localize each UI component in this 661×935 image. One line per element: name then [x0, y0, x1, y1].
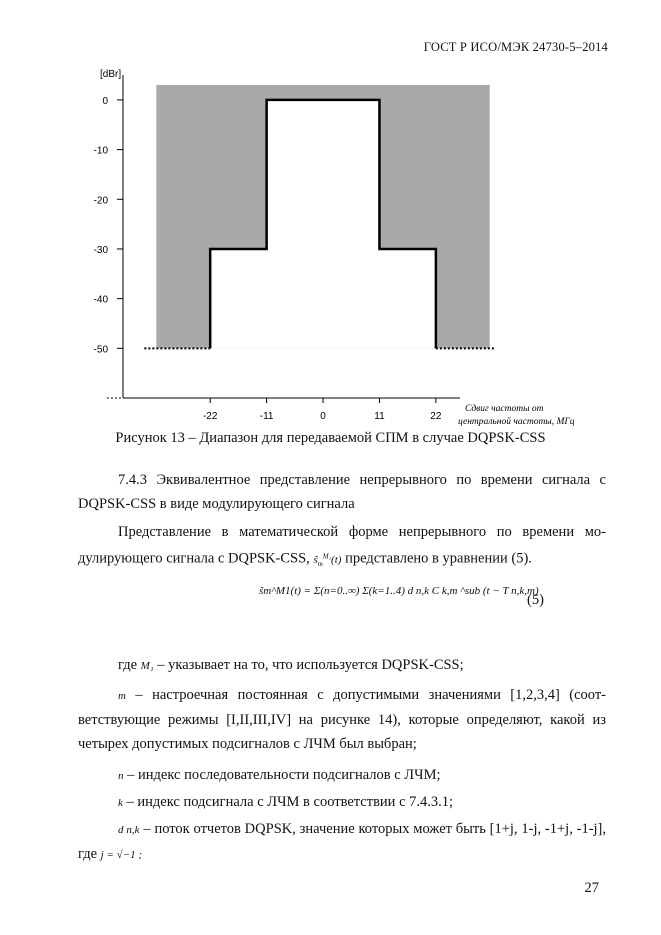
symbol-m: m	[118, 690, 126, 702]
where-k-line	[78, 790, 606, 815]
where-n-description: – индекс последовательности подсигналов с ЛЧМ;	[127, 767, 441, 783]
x-tick-label: 11	[374, 411, 385, 422]
symbol-n: n	[118, 770, 124, 782]
where-m1-line	[78, 653, 606, 678]
page-number: 27	[584, 880, 599, 896]
psd-mask-chart	[0, 0, 661, 427]
symbol-j: j = √−1 ;	[100, 849, 143, 861]
where-prefix: где	[118, 657, 138, 673]
figure-caption: Рисунок 13 – Диапазон для передаваемой СПМ в случае DQPSK-CSS	[115, 430, 546, 446]
paragraph-representation	[78, 520, 606, 576]
paragraph-text-after: представлено в уравнении (5).	[345, 550, 532, 567]
y-tick-label: -40	[93, 294, 108, 306]
y-tick-label: -20	[93, 195, 108, 207]
where-m-description: – настроечная постоянная с допустимыми значениями [1,2,3,4] (соот-ветствующие режимы [I,II,III,IV] на рисунке 14), которые определяют, какой из четырех допустимых подсигналов с ЛЧМ был выбран;	[78, 687, 607, 752]
baseband-signal-symbol: $s̃_m^{M_1}(t)$	[313, 552, 342, 568]
symbol-d: d n,k	[118, 824, 140, 836]
paragraph-text-before: Представление в математической форме непрерывного по времени мо-дулирующего сигнала с DQPSK-CSS,	[78, 524, 606, 567]
x-tick-label: -22	[202, 411, 218, 422]
symbol-k: k	[118, 797, 123, 809]
x-tick-label: 22	[430, 411, 442, 422]
x-axis-label-line1: Сдвиг частоты от	[465, 404, 544, 414]
where-d-description: – поток отчетов DQPSK, значение которых может быть [1+j, 1-j, -1+j, -1-j], где	[78, 821, 607, 862]
y-tick-label: -30	[93, 244, 108, 256]
symbol-m1: M₁	[140, 660, 154, 672]
y-tick-label: 0	[102, 95, 108, 107]
where-k-description: – индекс подсигнала с ЛЧМ в соответствии с 7.4.3.1;	[126, 794, 454, 810]
section-heading: 7.4.3 Эквивалентное представление непрерывного по времени сигнала с DQPSK-CSS в виде модулирующего сигнала	[78, 472, 606, 512]
y-tick-label: -50	[93, 344, 108, 356]
document-header: ГОСТ Р ИСО/МЭК 24730-5–2014	[423, 40, 608, 54]
where-d-line	[78, 817, 606, 867]
where-m1-description: – указывает на то, что используется DQPSK-CSS;	[157, 657, 464, 673]
where-m-line	[78, 683, 606, 756]
x-tick-label: -11	[259, 411, 274, 422]
x-tick-label: 0	[320, 411, 326, 422]
y-tick-label: -10	[93, 145, 108, 157]
equation-number: (5)	[527, 592, 544, 608]
where-n-line	[78, 763, 606, 788]
equation-5: s̃m^M1(t) = Σ(n=0..∞) Σ(k=1..4) d n,k C k,m ^sub (t − T n,k,m)	[259, 585, 539, 597]
x-axis-label-line2: центральной частоты, МГц	[458, 417, 575, 427]
y-axis-label: [dBr]	[100, 69, 122, 80]
